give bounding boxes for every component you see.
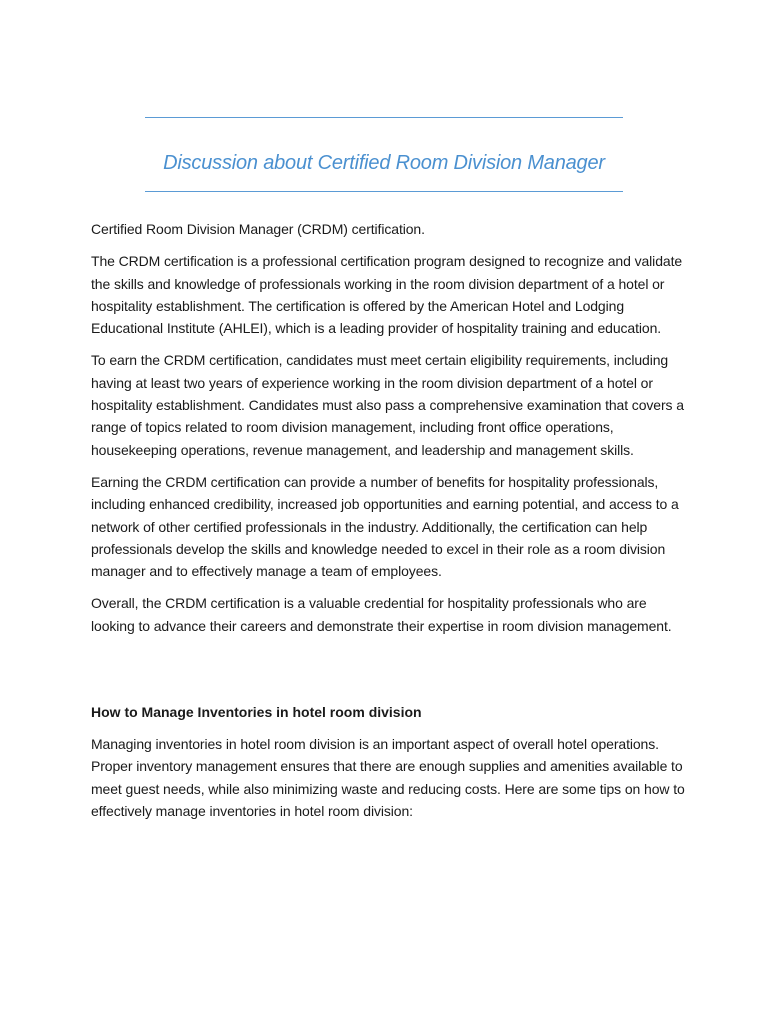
section-heading: How to Manage Inventories in hotel room division <box>91 704 422 721</box>
paragraph-benefits: Earning the CRDM certification can provide a number of benefits for hospitality professionals, including enhanced credibility, increased job opportunities and earning potential, and access to a network of other certified professionals in the industry. Additionally, the certification can help professionals develop the skills and knowledge needed to excel in their role as a room division manager and to effectively manage a team of employees. <box>91 473 679 580</box>
intro-line: Certified Room Division Manager (CRDM) certification. <box>91 221 425 237</box>
title-block <box>145 117 623 192</box>
document-title: Discussion about Certified Room Division Manager <box>163 152 605 174</box>
section-spacer <box>91 647 691 701</box>
section-paragraph: Managing inventories in hotel room division is an important aspect of overall hotel operations. Proper inventory management ensures that there are enough supplies and amenities available to meet guest needs, while also minimizing waste and reducing costs. Here are some tips on how to effectively manage inventories in hotel room division: <box>91 736 685 819</box>
paragraph-eligibility: To earn the CRDM certification, candidates must meet certain eligibility requirements, including having at least two years of experience working in the room division department of a hotel or hospitality establishment. Candidates must also pass a comprehensive examination that covers a range of topics related to room division management, including front office operations, housekeeping operations, revenue management, and leadership and management skills. <box>91 352 684 458</box>
document-body <box>91 218 691 832</box>
paragraph-overview: The CRDM certification is a professional certification program designed to recognize and validate the skills and knowledge of professionals working in the room division department of a hotel or hospitality establishment. The certification is offered by the American Hotel and Lodging Educational Institute (AHLEI), which is a leading provider of hospitality training and education. <box>91 253 683 337</box>
paragraph-conclusion: Overall, the CRDM certification is a valuable credential for hospitality professionals who are looking to advance their careers and demonstrate their expertise in room division management. <box>91 595 672 634</box>
